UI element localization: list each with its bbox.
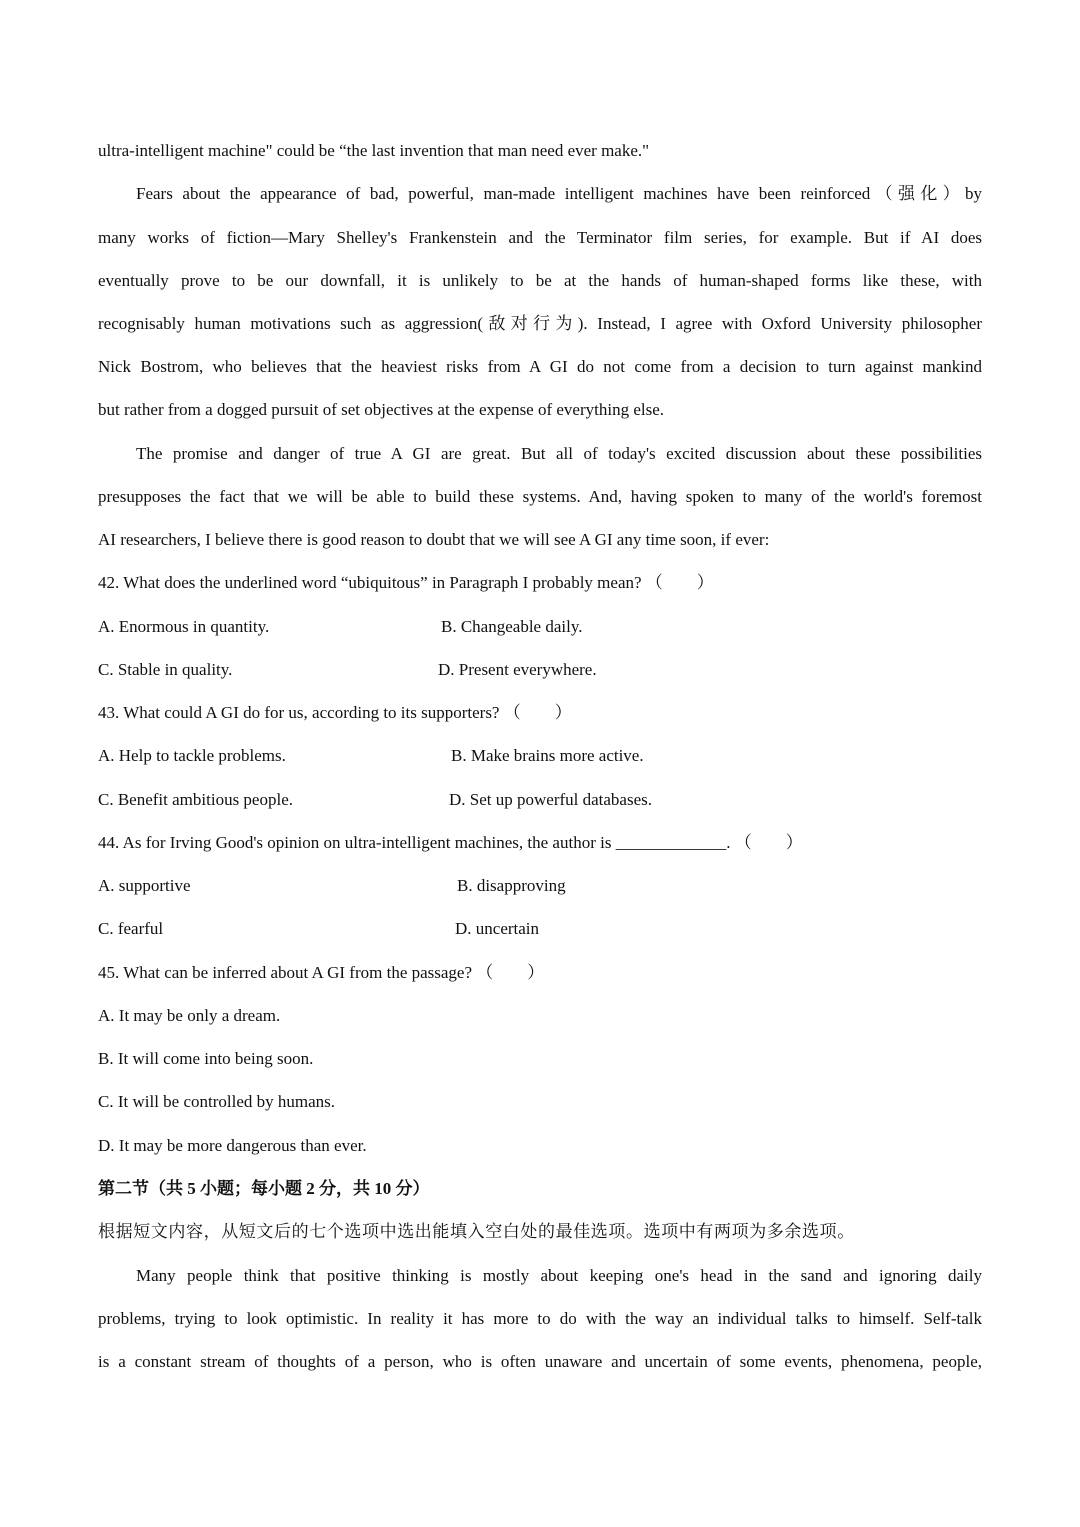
passage-line: is a constant stream of thoughts of a person, who is often unaware and uncertain of some events, phenomena, people, bbox=[98, 1352, 982, 1371]
question-44-option-a: A. supportive bbox=[98, 876, 191, 895]
question-45-stem: 45. What can be inferred about A GI from the passage? （ ） bbox=[98, 963, 545, 982]
section-heading: 第二节（共 5 小题；每小题 2 分，共 10 分） bbox=[98, 1179, 430, 1198]
passage-line: ultra-intelligent machine" could be “the last invention that man need ever make." bbox=[98, 141, 650, 160]
passage-line: but rather from a dogged pursuit of set objectives at the expense of everything else. bbox=[98, 400, 665, 419]
passage-line: Fears about the appearance of bad, powerful, man-made intelligent machines have been reinforced（强化）by bbox=[136, 184, 982, 203]
passage-line: The promise and danger of true A GI are great. But all of today's excited discussion about these possibilities bbox=[136, 444, 982, 463]
passage-line: eventually prove to be our downfall, it is unlikely to be at the hands of human-shaped forms like these, with bbox=[98, 271, 982, 290]
question-42-option-a: A. Enormous in quantity. bbox=[98, 617, 270, 636]
passage-line: many works of fiction—Mary Shelley's Frankenstein and the Terminator film series, for example. But if AI does bbox=[98, 228, 982, 247]
question-45-option-d: D. It may be more dangerous than ever. bbox=[98, 1136, 367, 1155]
question-45-option-a: A. It may be only a dream. bbox=[98, 1006, 281, 1025]
question-42-option-d: D. Present everywhere. bbox=[438, 660, 597, 679]
question-43-option-d: D. Set up powerful databases. bbox=[449, 790, 653, 809]
question-44-option-c: C. fearful bbox=[98, 919, 164, 938]
passage-line: presupposes the fact that we will be able to build these systems. And, having spoken to many of the world's foremost bbox=[98, 487, 982, 506]
question-44-stem: 44. As for Irving Good's opinion on ultra-intelligent machines, the author is _____________. （ ） bbox=[98, 833, 803, 852]
question-45-option-c: C. It will be controlled by humans. bbox=[98, 1092, 336, 1111]
passage-line: Many people think that positive thinking is mostly about keeping one's head in the sand and ignoring daily bbox=[136, 1266, 982, 1285]
question-42-option-c: C. Stable in quality. bbox=[98, 660, 233, 679]
passage-line: recognisably human motivations such as aggression(敌对行为). Instead, I agree with Oxford University philosopher bbox=[98, 314, 982, 333]
question-42-option-b: B. Changeable daily. bbox=[441, 617, 583, 636]
question-43-stem: 43. What could A GI do for us, according to its supporters? （ ） bbox=[98, 703, 572, 722]
question-42-stem: 42. What does the underlined word “ubiquitous” in Paragraph I probably mean? （ ） bbox=[98, 573, 714, 592]
passage-line: AI researchers, I believe there is good reason to doubt that we will see A GI any time soon, if ever: bbox=[98, 530, 770, 549]
question-43-option-b: B. Make brains more active. bbox=[451, 746, 644, 765]
section-instruction: 根据短文内容，从短文后的七个选项中选出能填入空白处的最佳选项。选项中有两项为多余选项。 bbox=[98, 1222, 855, 1241]
question-43-option-a: A. Help to tackle problems. bbox=[98, 746, 286, 765]
question-44-option-d: D. uncertain bbox=[455, 919, 540, 938]
passage-line: problems, trying to look optimistic. In reality it has more to do with the way an individual talks to himself. Self-talk bbox=[98, 1309, 982, 1328]
question-45-option-b: B. It will come into being soon. bbox=[98, 1049, 314, 1068]
question-43-option-c: C. Benefit ambitious people. bbox=[98, 790, 293, 809]
question-44-option-b: B. disapproving bbox=[457, 876, 566, 895]
passage-line: Nick Bostrom, who believes that the heaviest risks from A GI do not come from a decision to turn against mankind bbox=[98, 357, 982, 376]
